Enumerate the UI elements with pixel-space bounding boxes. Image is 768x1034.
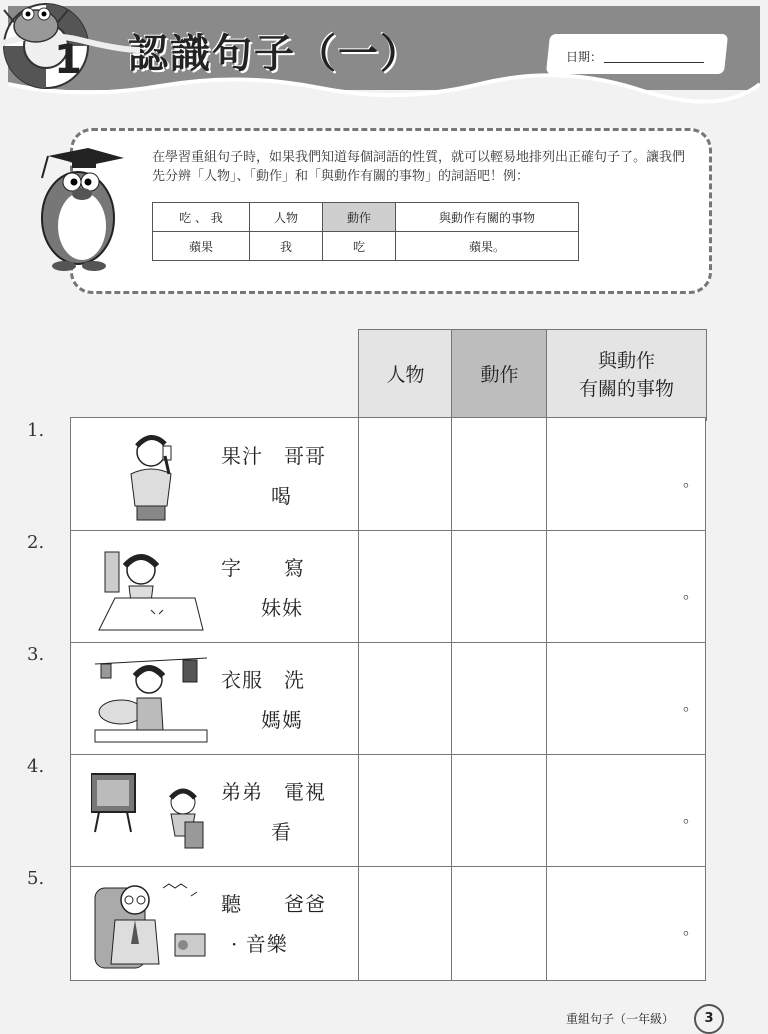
example-words-line2: 蘋果 (153, 232, 250, 261)
word-group-line2: 看 (271, 820, 292, 844)
table-row (27, 530, 705, 643)
footer-book-title: 重組句子（一年級） (566, 1012, 675, 1026)
father-listening-music-illustration (91, 874, 211, 970)
penguin-icon (28, 144, 128, 272)
boy-drinking-illustration (91, 426, 211, 522)
example-answer-person: 我 (250, 232, 323, 261)
example-header-person: 人物 (250, 203, 323, 232)
example-header-related: 與動作有關的事物 (396, 203, 579, 232)
intro-text: 在學習重組句子時，如果我們知道每個詞語的性質，就可以輕易地排列出正確句子了。讓我們先分辨「人物」、「動作」和「與動作有關的事物」的詞語吧！例： (152, 150, 686, 184)
mother-washing-illustration (91, 650, 211, 746)
row-period: 。 (683, 471, 700, 490)
word-group-line1: 聽 爸爸 (221, 892, 326, 916)
word-group-line2: 媽媽 (261, 708, 303, 732)
row-period: 。 (683, 695, 700, 714)
example-header-action: 動作 (323, 203, 396, 232)
column-header-related-line1: 與動作 (597, 350, 655, 372)
example-words-line1: 吃 、 我 (153, 203, 250, 232)
table-row (27, 866, 705, 978)
date-input-line[interactable] (604, 62, 704, 63)
row-number: 3. (27, 644, 45, 665)
boy-watching-tv-illustration (91, 762, 211, 858)
column-header-person (358, 329, 453, 421)
page-number: 3 (694, 1004, 724, 1034)
word-group-line1: 果汁 哥哥 (221, 444, 326, 468)
column-header-action-label: 動作 (480, 364, 519, 386)
example-answer-related: 蘋果。 (396, 232, 579, 261)
table-row (27, 418, 705, 531)
row-number: 4. (27, 756, 45, 777)
row-period: 。 (683, 919, 700, 938)
example-answer-action: 吃 (323, 232, 396, 261)
crab-icon (0, 0, 140, 70)
word-group-line1: 弟弟 電視 (221, 780, 326, 804)
exercise-table (27, 417, 706, 981)
row-number: 2. (27, 532, 45, 553)
header-banner (0, 0, 768, 110)
column-header-action (451, 329, 548, 421)
word-group-line1: 衣服 洗 (221, 668, 305, 692)
word-group-line1: 字 寫 (221, 556, 305, 580)
lesson-title: 認識句子（一） (128, 30, 422, 77)
column-header-related-line2: 有關的事物 (578, 378, 674, 400)
row-number: 1. (27, 420, 45, 441)
table-row (27, 642, 705, 755)
row-period: 。 (683, 807, 700, 826)
column-header-related (546, 329, 707, 421)
table-row (27, 754, 705, 867)
word-group-line2: 喝 (271, 484, 292, 508)
word-group-line2: · 音樂 (231, 932, 288, 956)
column-header-person-label: 人物 (386, 364, 425, 386)
row-number: 5. (27, 868, 45, 889)
lesson-number: 1 (54, 37, 82, 83)
girl-writing-illustration (91, 538, 211, 634)
date-label: 日期： (566, 50, 603, 64)
example-table (152, 202, 579, 261)
word-group-line2: 妹妹 (261, 596, 303, 620)
row-period: 。 (683, 583, 700, 602)
